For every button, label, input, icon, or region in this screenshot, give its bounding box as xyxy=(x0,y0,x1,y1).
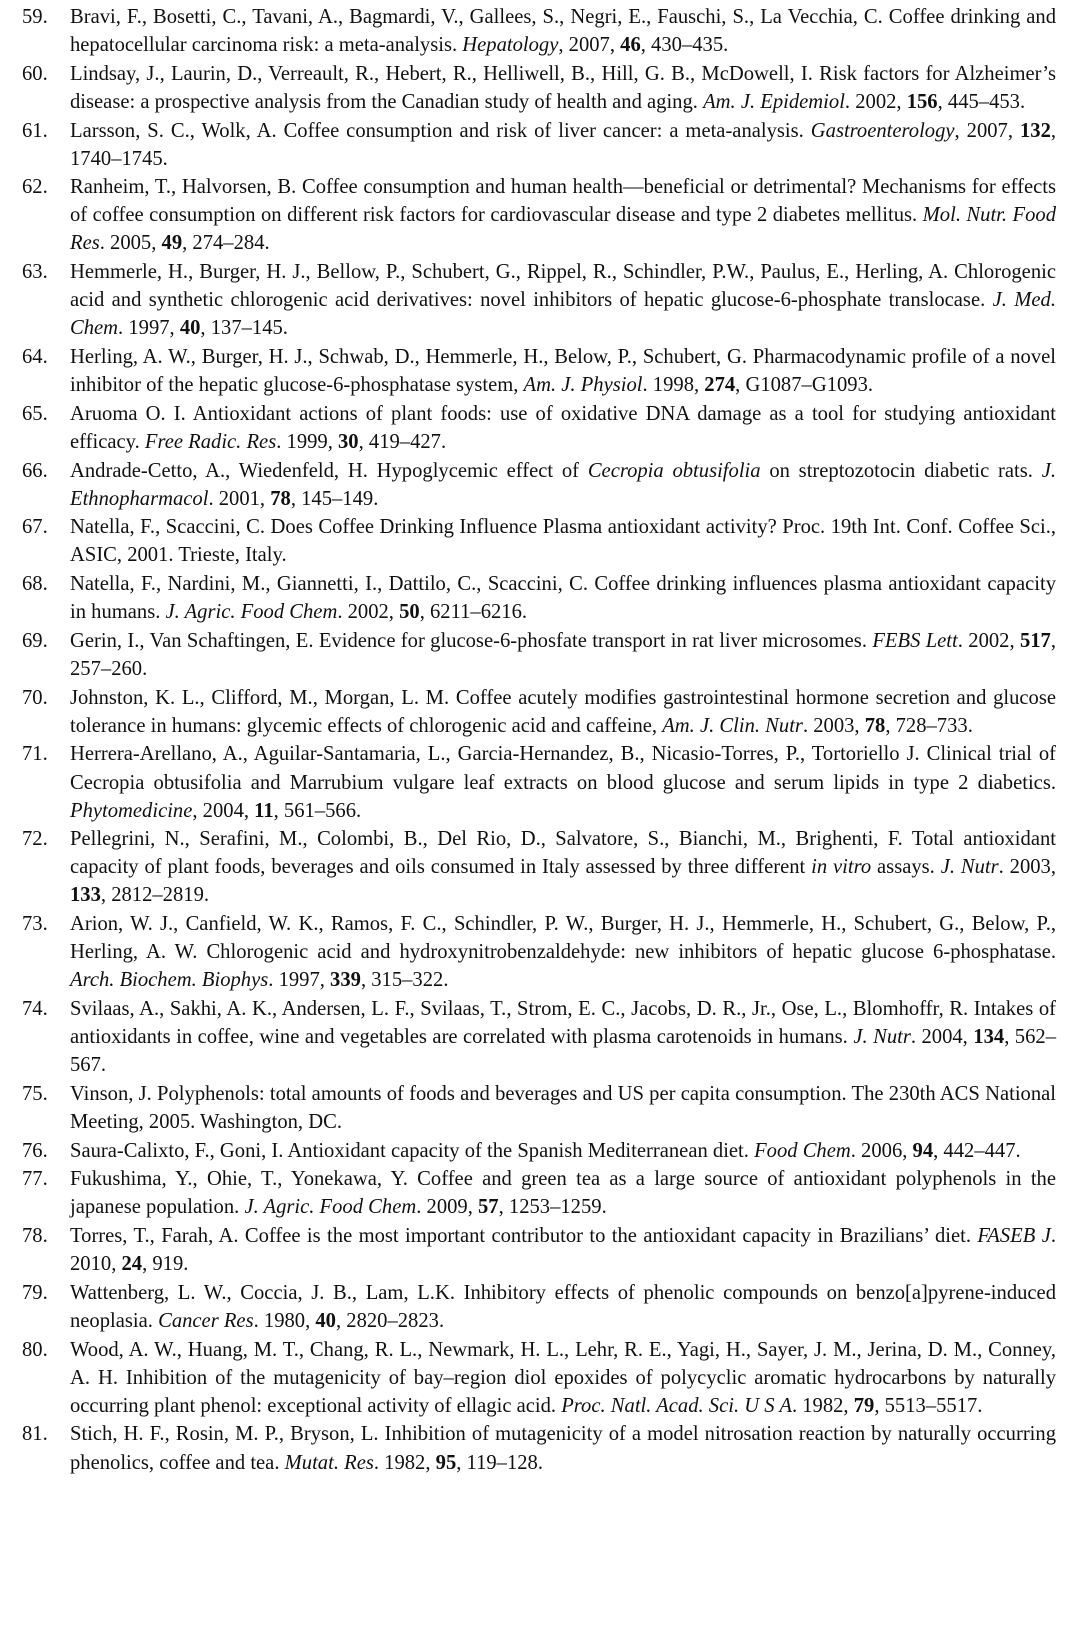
reference-text-run: , 145–149. xyxy=(290,487,379,510)
reference-text-run: , 442–447. xyxy=(933,1139,1021,1162)
reference-text-run: . 1998, xyxy=(642,374,705,397)
reference-number: 68. xyxy=(22,573,48,596)
reference-text xyxy=(70,1137,1056,1165)
reference-text xyxy=(70,457,1056,513)
reference-number: 75. xyxy=(22,1082,48,1105)
reference-text-run: Larsson, S. C., Wolk, A. Coffee consumption and risk of liver cancer: a meta-analysis. xyxy=(70,119,811,142)
reference-number: 62. xyxy=(22,176,48,199)
reference-text-run: Wattenberg, L. W., Coccia, J. B., Lam, L.K. Inhibitory effects of phenolic compounds on benzo[a]pyrene-induced neoplasia. xyxy=(70,1281,1056,1332)
reference-italic-text: Mutat. Res xyxy=(284,1451,374,1474)
reference-italic-text: Am. J. Physiol xyxy=(523,374,643,397)
reference-volume: 517 xyxy=(1019,629,1051,652)
reference-text-run: . 1997, xyxy=(118,317,180,340)
reference-number: 78. xyxy=(22,1225,48,1248)
reference-text xyxy=(70,1336,1056,1420)
reference-text-run: , G1087–G1093. xyxy=(735,374,874,397)
reference-volume: 156 xyxy=(906,90,938,113)
reference-item xyxy=(22,1165,1056,1221)
reference-text-run: . 2002, xyxy=(337,601,400,624)
reference-number: 71. xyxy=(22,743,48,766)
reference-volume: 95 xyxy=(435,1451,457,1474)
reference-text-run: . 2001, xyxy=(208,487,271,510)
reference-italic-text: in vitro xyxy=(811,856,872,879)
reference-item xyxy=(22,3,1056,59)
reference-text-run: , 274–284. xyxy=(182,232,270,255)
reference-text xyxy=(70,343,1056,399)
reference-text-run: Gerin, I., Van Schaftingen, E. Evidence for glucose-6-phosfate transport in rat liver microsomes. xyxy=(70,629,873,652)
reference-number: 63. xyxy=(22,261,48,284)
reference-text-run: Fukushima, Y., Ohie, T., Yonekawa, Y. Coffee and green tea as a large source of antioxidant polyphenols in the japanese population. xyxy=(70,1168,1056,1219)
reference-volume: 339 xyxy=(330,969,361,992)
reference-text-run: Herrera-Arellano, A., Aguilar-Santamaria, L., Garcia-Hernandez, B., Nicasio-Torres, P., Tortoriello J. Clinical trial of Cecropia obtusifolia and Marrubium vulgare leaf extracts on blood glucose and serum lipids in type 2 diabetics. xyxy=(70,743,1056,794)
reference-text-run: . 1999, xyxy=(276,430,338,453)
reference-text-run: Ranheim, T., Halvorsen, B. Coffee consumption and human health—beneficial or detrimental? Mechanisms for effects of coffee consumption on different risk factors for cardiovascular disease and type 2 diabetes mellitus. xyxy=(70,176,1056,227)
reference-text xyxy=(70,627,1056,683)
reference-text-run: Natella, F., Nardini, M., Giannetti, I., Dattilo, C., Scaccini, C. Coffee drinking influences plasma antioxidant capacity in humans. xyxy=(70,573,1056,624)
reference-number: 61. xyxy=(22,119,48,142)
reference-text xyxy=(70,1165,1056,1221)
reference-volume: 134 xyxy=(973,1026,1005,1048)
reference-text-run: , 2820–2823. xyxy=(335,1309,445,1332)
reference-volume: 132 xyxy=(1019,119,1051,142)
reference-text-run: . 2009, xyxy=(416,1196,478,1219)
reference-text-run: , 5513–5517. xyxy=(874,1394,983,1417)
reference-text-run: Bravi, F., Bosetti, C., Tavani, A., Bagmardi, V., Gallees, S., Negri, E., Fauschi, S., La Vecchia, C. Coffee drinking and hepatocellular carcinoma risk: a meta-analysis. xyxy=(70,6,1056,57)
reference-text-run: . 1997, xyxy=(268,969,331,992)
reference-text xyxy=(70,740,1056,824)
reference-text xyxy=(70,825,1056,909)
reference-text xyxy=(70,513,1056,569)
reference-item xyxy=(22,627,1056,683)
reference-text-run: Aruoma O. I. Antioxidant actions of plant foods: use of oxidative DNA damage as a tool for studying antioxidant efficacy. xyxy=(70,402,1056,453)
reference-italic-text: Food Chem xyxy=(754,1139,851,1162)
reference-italic-text: Mol. Nutr. Food Res xyxy=(70,204,1056,255)
reference-item xyxy=(22,910,1056,994)
reference-text xyxy=(70,684,1056,740)
reference-item xyxy=(22,400,1056,456)
reference-text-run: . 2005, xyxy=(99,232,162,255)
reference-text-run: , 137–145. xyxy=(200,317,288,340)
reference-volume: 133 xyxy=(70,884,101,907)
reference-text-run: . 1982, xyxy=(373,1451,436,1474)
reference-text-run: Hemmerle, H., Burger, H. J., Bellow, P., Schubert, G., Rippel, R., Schindler, P.W., Paulus, E., Herling, A. Chlorogenic acid and synthetic chlorogenic acid derivatives: novel inhibitors of hepatic glucose-6-phosphate translocase. xyxy=(70,261,1056,312)
reference-volume: 40 xyxy=(315,1309,336,1332)
reference-text xyxy=(70,117,1056,173)
reference-item xyxy=(22,60,1056,116)
reference-text xyxy=(70,258,1056,342)
reference-text-run: , 430–435. xyxy=(640,34,729,57)
reference-list xyxy=(22,3,1056,1477)
reference-text-run: , 728–733. xyxy=(885,714,973,737)
reference-text-run: . 1982, xyxy=(791,1394,854,1417)
reference-italic-text: J. Agric. Food Chem xyxy=(165,601,338,624)
reference-text-run: . 2003, xyxy=(802,714,865,737)
reference-text-run: , 315–322. xyxy=(360,969,449,992)
reference-item xyxy=(22,513,1056,569)
reference-italic-text: Am. J. Clin. Nutr xyxy=(662,714,803,737)
reference-item xyxy=(22,258,1056,342)
reference-number: 67. xyxy=(22,516,48,539)
reference-item xyxy=(22,1279,1056,1335)
reference-number: 74. xyxy=(22,997,48,1020)
reference-volume: 79 xyxy=(853,1394,875,1417)
reference-text-run: . 2010, xyxy=(70,1225,1056,1276)
reference-text-run: Andrade-Cetto, A., Wiedenfeld, H. Hypoglycemic effect of xyxy=(70,459,588,482)
reference-text-run: Arion, W. J., Canfield, W. K., Ramos, F. C., Schindler, P. W., Burger, H. J., Hemmerle, H., Schubert, G., Below, P., Herling, A. W. Chlorogenic acid and hydroxynitrobenzaldehyde: new inhibitors of hepatic glucose 6-phosphatase. xyxy=(70,913,1056,964)
reference-number: 80. xyxy=(22,1338,48,1361)
reference-italic-text: Hepatology xyxy=(462,34,559,57)
reference-text xyxy=(70,910,1056,994)
reference-volume: 40 xyxy=(179,317,201,340)
reference-number: 76. xyxy=(22,1139,48,1162)
reference-number: 60. xyxy=(22,62,48,85)
reference-text-run: , 2007, xyxy=(954,119,1020,142)
reference-text-run: Wood, A. W., Huang, M. T., Chang, R. L., Newmark, H. L., Lehr, R. E., Yagi, H., Sayer, J. M., Jerina, D. M., Conney, A. H. Inhibition of the mutagenicity of bay–region diol epoxides of polycyclic aromatic hydrocarbons by naturally occurring plant phenol: exceptional activity of ellagic acid. xyxy=(70,1338,1056,1417)
reference-volume: 30 xyxy=(338,430,359,453)
reference-text xyxy=(70,173,1056,257)
reference-text xyxy=(70,400,1056,456)
reference-italic-text: Cecropia obtusifolia xyxy=(587,459,761,482)
reference-volume: 57 xyxy=(478,1196,499,1219)
reference-text-run: Johnston, K. L., Clifford, M., Morgan, L. M. Coffee acutely modifies gastrointestinal hormone secretion and glucose tolerance in humans: glycemic effects of chlorogenic acid and caffeine, xyxy=(70,686,1056,737)
reference-item xyxy=(22,740,1056,824)
reference-text-run: Torres, T., Farah, A. Coffee is the most important contributor to the antioxidant capacity in Brazilians’ diet. xyxy=(70,1225,978,1248)
reference-number: 64. xyxy=(22,346,48,368)
reference-text-run: . 2002, xyxy=(844,90,907,113)
reference-italic-text: J. Ethnopharmacol xyxy=(70,459,1056,510)
reference-text-run: Lindsay, J., Laurin, D., Verreault, R., Hebert, R., Helliwell, B., Hill, G. B., McDowell, I. Risk factors for Alzheimer’s disease: a prospective analysis from the Canadian study of health and aging. xyxy=(70,62,1056,113)
reference-item xyxy=(22,570,1056,626)
reference-item xyxy=(22,684,1056,740)
reference-text-run: , 2004, xyxy=(192,799,255,822)
reference-text-run: Herling, A. W., Burger, H. J., Schwab, D., Hemmerle, H., Below, P., Schubert, G. Pharmacodynamic profile of a novel inhibitor of the hepatic glucose-6-phosphatase system, xyxy=(70,346,1056,397)
reference-volume: 94 xyxy=(912,1139,934,1162)
reference-text-run: , 2007, xyxy=(558,34,621,57)
reference-text-run: . 2002, xyxy=(957,629,1020,652)
reference-text-run: , 562–567. xyxy=(70,1026,1056,1077)
reference-italic-text: FASEB J xyxy=(977,1225,1051,1248)
reference-volume: 11 xyxy=(254,799,274,822)
reference-text-run: , 445–453. xyxy=(937,90,1026,113)
reference-text-run: . 1980, xyxy=(253,1309,316,1332)
reference-text-run: , 919. xyxy=(142,1253,189,1276)
reference-italic-text: Proc. Natl. Acad. Sci. U S A xyxy=(561,1394,792,1417)
reference-italic-text: Cancer Res xyxy=(158,1309,254,1332)
reference-number: 59. xyxy=(22,6,48,28)
reference-number: 70. xyxy=(22,686,48,709)
reference-number: 79. xyxy=(22,1281,48,1304)
reference-italic-text: J. Nutr xyxy=(940,856,999,879)
reference-item xyxy=(22,117,1056,173)
reference-text-run: , 2812–2819. xyxy=(100,884,210,907)
reference-volume: 274 xyxy=(704,374,736,397)
reference-text-run: , 1740–1745. xyxy=(70,119,1057,170)
reference-number: 77. xyxy=(22,1168,48,1191)
reference-italic-text: J. Agric. Food Chem xyxy=(244,1196,417,1219)
reference-number: 81. xyxy=(22,1423,48,1446)
reference-volume: 46 xyxy=(620,34,641,57)
reference-item xyxy=(22,457,1056,513)
reference-italic-text: Free Radic. Res xyxy=(144,430,277,453)
reference-item xyxy=(22,1137,1056,1165)
reference-text-run: Saura-Calixto, F., Goni, I. Antioxidant capacity of the Spanish Mediterranean diet. xyxy=(70,1139,755,1162)
reference-text xyxy=(70,1222,1056,1278)
reference-item xyxy=(22,1080,1056,1136)
reference-text-run: . 2006, xyxy=(850,1139,913,1162)
reference-item xyxy=(22,825,1056,909)
reference-text-run: on streptozotocin diabetic rats. xyxy=(760,459,1042,482)
reference-text xyxy=(70,60,1056,116)
reference-text-run: , 119–128. xyxy=(456,1451,543,1474)
reference-text xyxy=(70,1080,1056,1136)
reference-number: 72. xyxy=(22,828,48,851)
reference-text-run: . 2004, xyxy=(910,1026,974,1048)
reference-italic-text: Phytomedicine xyxy=(70,799,193,822)
reference-item xyxy=(22,173,1056,257)
reference-text xyxy=(70,995,1056,1079)
reference-item xyxy=(22,343,1056,399)
reference-text-run: assays. xyxy=(871,856,941,879)
reference-text-run: , 561–566. xyxy=(273,799,362,822)
reference-text-run: Pellegrini, N., Serafini, M., Colombi, B., Del Rio, D., Salvatore, S., Bianchi, M., Brighenti, F. Total antioxidant capacity of plant foods, beverages and oils consumed in Italy assessed by three different xyxy=(70,828,1056,879)
reference-number: 73. xyxy=(22,913,48,936)
reference-volume: 78 xyxy=(864,714,886,737)
reference-text xyxy=(70,570,1056,626)
reference-item xyxy=(22,995,1056,1079)
reference-text-run: Stich, H. F., Rosin, M. P., Bryson, L. Inhibition of mutagenicity of a model nitrosation reaction by naturally occurring phenolics, coffee and tea. xyxy=(70,1423,1056,1474)
reference-text-run: . 2003, xyxy=(998,856,1056,879)
reference-italic-text: Am. J. Epidemiol xyxy=(703,90,845,113)
reference-item xyxy=(22,1336,1056,1420)
reference-volume: 78 xyxy=(270,487,291,510)
reference-number: 65. xyxy=(22,402,48,425)
reference-italic-text: J. Med. Chem xyxy=(70,289,1056,340)
reference-number: 66. xyxy=(22,459,48,482)
reference-italic-text: FEBS Lett xyxy=(872,629,958,652)
reference-text-run: , 1253–1259. xyxy=(498,1196,607,1219)
reference-text xyxy=(70,1279,1056,1335)
reference-text xyxy=(70,1420,1056,1476)
reference-text-run: Svilaas, A., Sakhi, A. K., Andersen, L. F., Svilaas, T., Strom, E. C., Jacobs, D. R., Jr., Ose, L., Blomhoffr, R. Intakes of antioxidants in coffee, wine and vegetables are correlated with plasma carotenoids in humans. xyxy=(70,997,1056,1048)
reference-text-run: , 6211–6216. xyxy=(419,601,528,624)
reference-text-run: , 257–260. xyxy=(70,629,1056,680)
reference-italic-text: Gastroenterology xyxy=(810,119,955,142)
reference-text xyxy=(70,3,1056,59)
reference-italic-text: Arch. Biochem. Biophys xyxy=(70,969,269,992)
reference-volume: 49 xyxy=(161,232,183,255)
reference-item xyxy=(22,1420,1056,1476)
reference-text-run: , 419–427. xyxy=(358,430,447,453)
reference-volume: 24 xyxy=(121,1253,143,1276)
reference-italic-text: J. Nutr xyxy=(853,1026,911,1048)
reference-text-run: Vinson, J. Polyphenols: total amounts of foods and beverages and US per capita consumption. The 230th ACS National Meeting, 2005. Washington, DC. xyxy=(70,1082,1056,1133)
reference-volume: 50 xyxy=(399,601,420,624)
reference-item xyxy=(22,1222,1056,1278)
reference-text-run: Natella, F., Scaccini, C. Does Coffee Drinking Influence Plasma antioxidant activity? Proc. 19th Int. Conf. Coffee Sci., ASIC, 2001. Trieste, Italy. xyxy=(70,516,1056,567)
reference-number: 69. xyxy=(22,629,48,652)
